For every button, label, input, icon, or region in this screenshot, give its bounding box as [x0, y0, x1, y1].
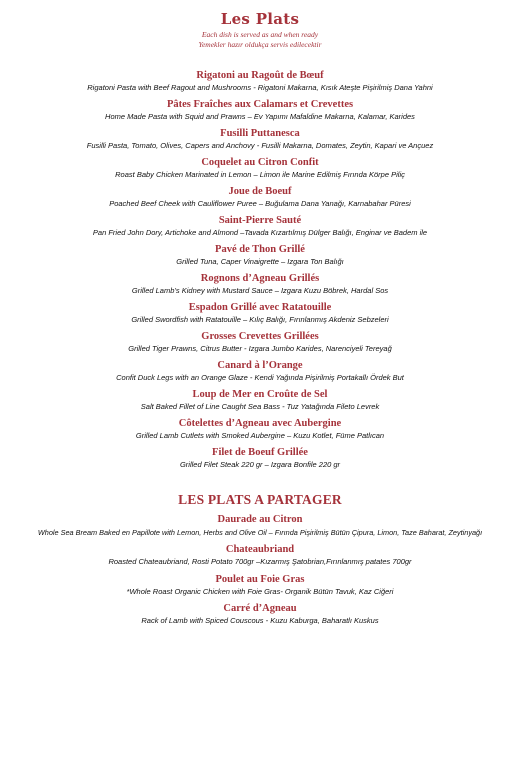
dish-name: Fusilli Puttanesca — [220, 128, 300, 139]
dish-description: Rigatoni Pasta with Beef Ragout and Mushrooms - Rigatoni Makarna, Kısık Ateşte Pişirilmiş Dana Yahni — [87, 83, 433, 92]
dish-description: Grilled Swordfish with Ratatouille – Kılıç Balığı, Fırınlanmış Akdeniz Sebzeleri — [131, 315, 389, 324]
dish-description: Pan Fried John Dory, Artichoke and Almond –Tavada Kızartılmış Dülger Balığı, Enginar ve Badem ile — [92, 228, 428, 237]
dish-name: Daurade au Citron — [217, 514, 303, 525]
dish-name: Pavé de Thon Grillé — [215, 244, 305, 255]
dish-name: Filet de Boeuf Grillée — [212, 447, 308, 458]
page-title: Les Plats — [220, 10, 300, 28]
dish-description: Grilled Tuna, Caper Vinaigrette – Izgara Ton Balığı — [176, 257, 344, 266]
dish-description: Grilled Lamb Cutlets with Smoked Aubergine – Kuzu Kotlet, Füme Patlıcan — [135, 431, 385, 440]
dish-description: Confit Duck Legs with an Orange Glaze - Kendi Yağında Pişirilmiş Portakallı Ördek But — [116, 373, 404, 382]
dish-name: Espadon Grillé avec Ratatouille — [188, 302, 332, 313]
dish-description: Rack of Lamb with Spiced Couscous - Kuzu Kaburga, Baharatlı Kuskus — [141, 616, 379, 625]
dish-name: Pâtes Fraîches aux Calamars et Crevettes — [166, 99, 354, 110]
dish-name: Coquelet au Citron Confit — [201, 157, 319, 168]
dish-description: *Whole Roast Organic Chicken with Foie Gras- Organik Bütün Tavuk, Kaz Ciğeri — [126, 587, 394, 596]
dish-description: Salt Baked Fillet of Line Caught Sea Bass - Tuz Yatağında Fileto Levrek — [140, 402, 380, 411]
dish-description: Roast Baby Chicken Marinated in Lemon – Limon ile Marine Edilmiş Fırında Körpe Piliç — [115, 170, 405, 179]
dish-name: Rognons d’Agneau Grillés — [200, 273, 320, 284]
subtitle-french: Each dish is served as and when ready — [201, 30, 319, 39]
dish-description: Grilled Filet Steak 220 gr – Izgara Bonfile 220 gr — [179, 460, 341, 469]
dish-description: Grilled Lamb’s Kidney with Mustard Sauce – Izgara Kuzu Böbrek, Hardal Sos — [131, 286, 389, 295]
dish-description: Home Made Pasta with Squid and Prawns – Ev Yapımı Mafaldine Makarna, Kalamar, Karides — [105, 112, 415, 121]
dish-description: Roasted Chateaubriand, Rosti Potato 700gr –Kızarmış Şatobrian,Fırınlanmış patates 700gr — [108, 557, 412, 566]
subtitle-turkish: Yemekler hazır oldukça servis edilecektir — [198, 40, 322, 49]
section-title-partager: LES PLATS A PARTAGER — [178, 492, 342, 507]
dish-description: Fusilli Pasta, Tomato, Olives, Capers and Anchovy - Fusilli Makarna, Domates, Zeytin, Kapari ve Ançuez — [86, 141, 434, 150]
dish-description: Grilled Tiger Prawns, Citrus Butter - Izgara Jumbo Karides, Narenciyeli Tereyağ — [128, 344, 392, 353]
dish-name: Chateaubriand — [225, 544, 295, 555]
dish-name: Loup de Mer en Croûte de Sel — [192, 389, 328, 400]
dish-name: Rigatoni au Ragoût de Bœuf — [196, 70, 324, 81]
dish-name: Saint-Pierre Sauté — [218, 215, 302, 226]
dish-name: Joue de Boeuf — [228, 186, 292, 197]
dish-name: Côtelettes d’Agneau avec Aubergine — [178, 418, 342, 429]
dish-name: Carré d’Agneau — [223, 603, 297, 614]
dish-name: Grosses Crevettes Grillées — [201, 331, 319, 342]
dish-name: Canard à l’Orange — [217, 360, 303, 371]
dish-name: Poulet au Foie Gras — [215, 574, 305, 585]
dish-description: Poached Beef Cheek with Cauliflower Puree – Buğulama Dana Yanağı, Karnabahar Püresi — [109, 199, 411, 208]
dish-description: Whole Sea Bream Baked en Papillote with Lemon, Herbs and Olive Oil – Fırında Pişirilmiş Bütün Çipura, Limon, Taze Baharat, Zeytinyağı — [37, 528, 483, 537]
